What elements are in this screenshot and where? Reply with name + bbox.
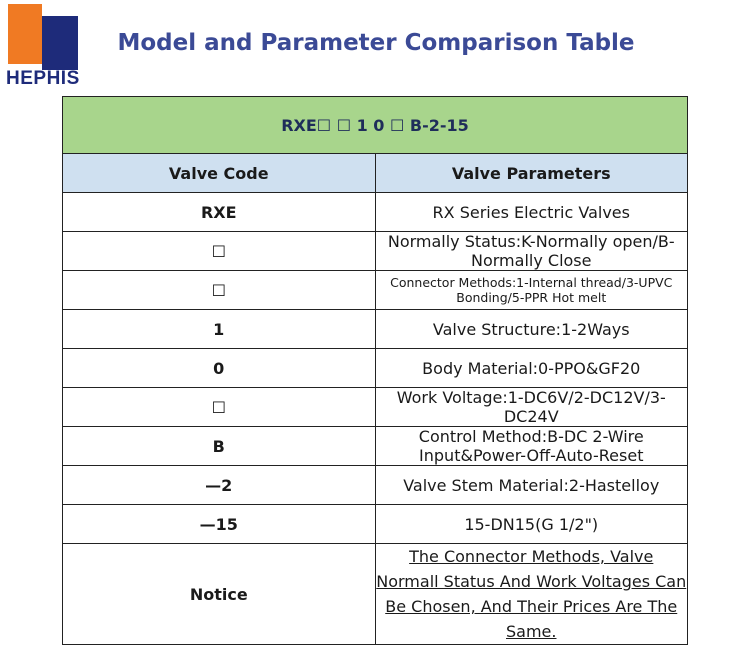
valve-parameter-cell: Work Voltage:1-DC6V/2-DC12V/3-DC24V (375, 388, 688, 427)
table-row (63, 310, 688, 349)
notice-row (63, 544, 688, 645)
table-row (63, 193, 688, 232)
table-row (63, 505, 688, 544)
table-row (63, 349, 688, 388)
valve-parameter-cell: Connector Methods:1-Internal thread/3-UPVC Bonding/5-PPR Hot melt (375, 271, 688, 310)
valve-code-cell: —2 (63, 466, 376, 505)
valve-parameter-cell: Valve Structure:1-2Ways (375, 310, 688, 349)
valve-code-cell: B (63, 427, 376, 466)
table-row (63, 427, 688, 466)
table-row (63, 466, 688, 505)
column-header-valve-parameters: Valve Parameters (375, 154, 688, 193)
valve-code-cell: —15 (63, 505, 376, 544)
valve-code-cell: 1 (63, 310, 376, 349)
valve-parameter-cell: Valve Stem Material:2-Hastelloy (375, 466, 688, 505)
valve-parameter-cell: 15-DN15(G 1/2") (375, 505, 688, 544)
valve-parameter-cell: Body Material:0-PPO&GF20 (375, 349, 688, 388)
model-code-row (63, 97, 688, 154)
valve-code-cell: ☐ (63, 232, 376, 271)
logo-navy-square (42, 16, 78, 70)
valve-code-cell: ☐ (63, 388, 376, 427)
table-row (63, 232, 688, 271)
model-code-header: RXE☐ ☐ 1 0 ☐ B-2-15 (63, 97, 688, 154)
valve-code-cell: ☐ (63, 271, 376, 310)
hephis-logo (6, 4, 84, 92)
column-header-row (63, 154, 688, 193)
page-title: Model and Parameter Comparison Table (117, 30, 635, 56)
logo-brand-name: HEPHIS (6, 68, 80, 89)
valve-parameter-cell: Control Method:B-DC 2-Wire Input&Power-Off-Auto-Reset (375, 427, 688, 466)
valve-code-cell: 0 (63, 349, 376, 388)
valve-parameter-cell: Normally Status:K-Normally open/B-Normally Close (375, 232, 688, 271)
valve-code-cell: RXE (63, 193, 376, 232)
valve-parameter-cell: RX Series Electric Valves (375, 193, 688, 232)
table-row (63, 388, 688, 427)
column-header-valve-code: Valve Code (63, 154, 376, 193)
table-row (63, 271, 688, 310)
notice-text: The Connector Methods, Valve Normall Status And Work Voltages Can Be Chosen, And Their Prices Are The Same. (375, 544, 688, 645)
notice-label: Notice (63, 544, 376, 645)
model-parameter-table (62, 96, 688, 645)
logo-orange-square (8, 4, 42, 64)
